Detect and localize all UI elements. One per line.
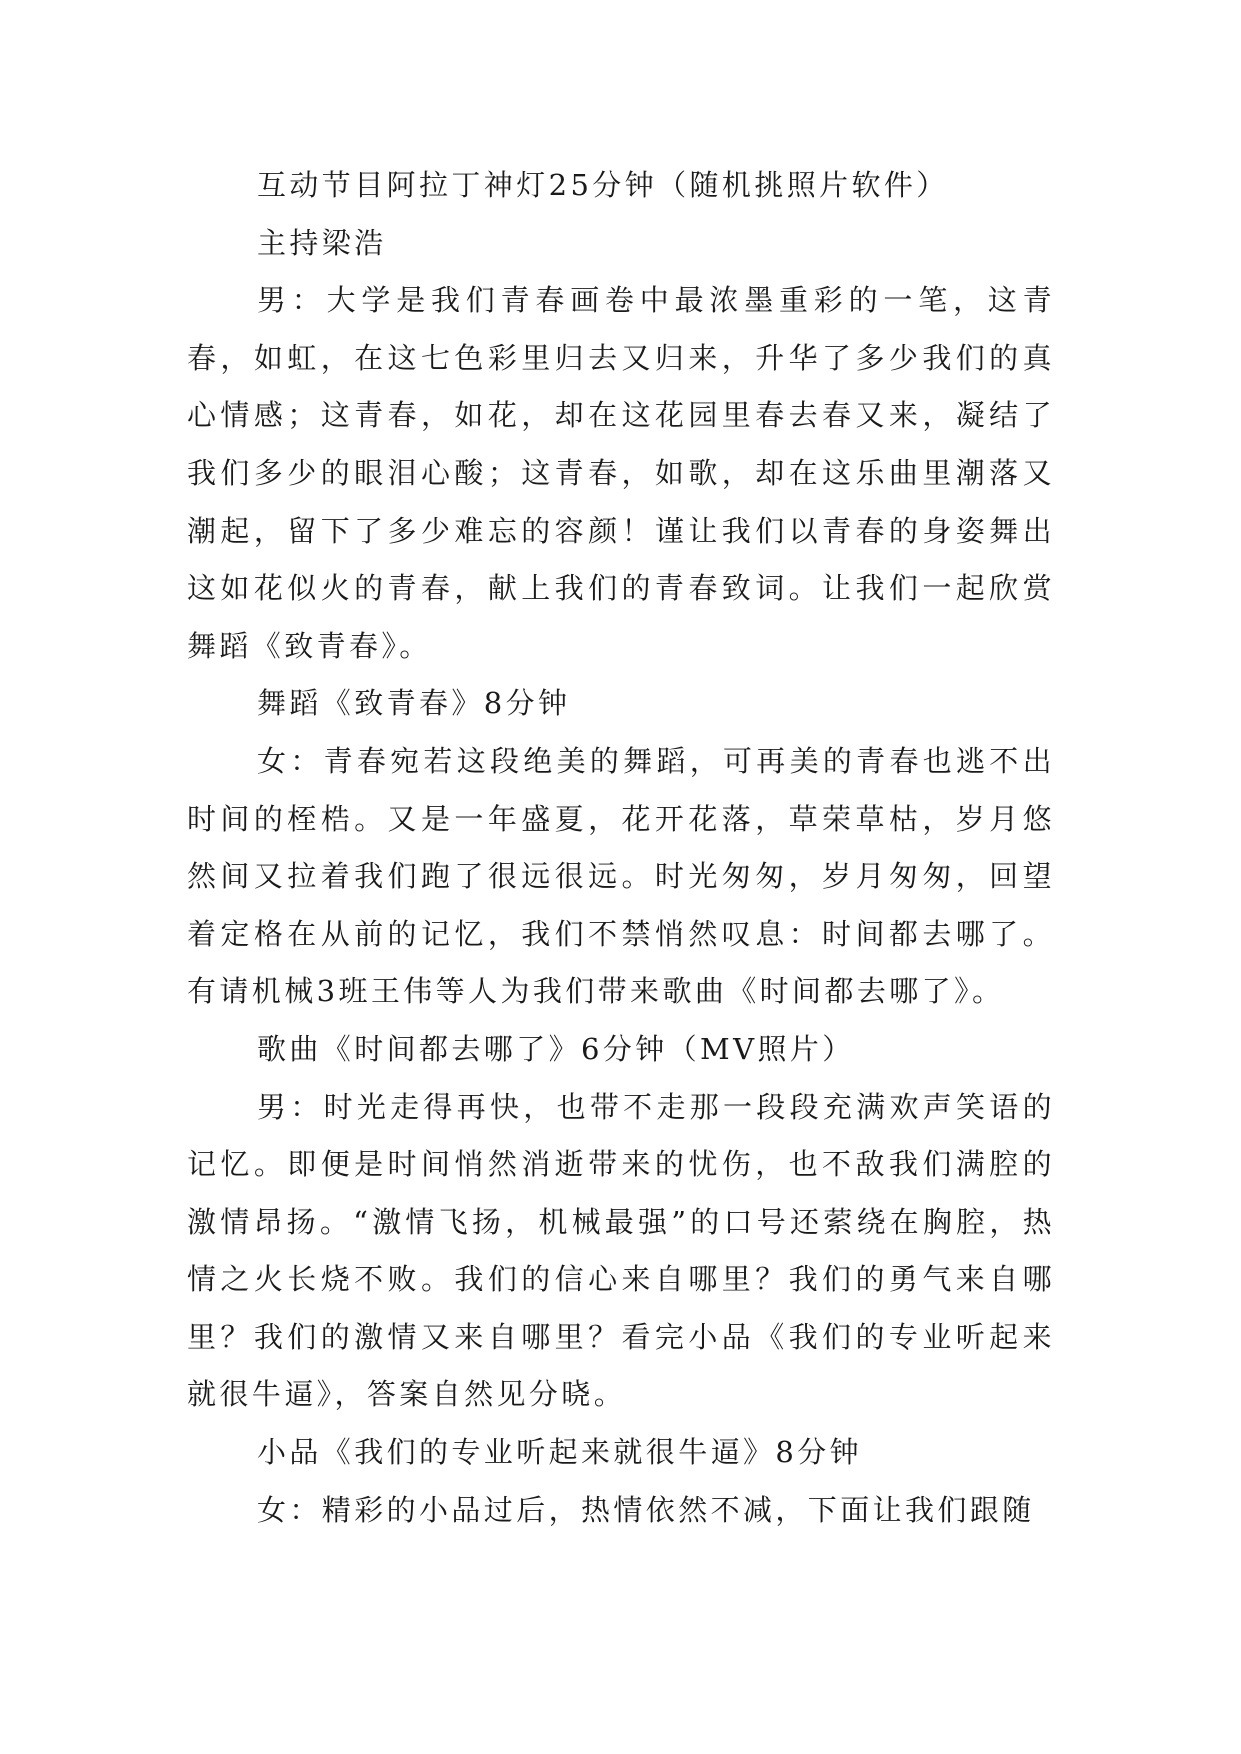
program-item-heading: 互动节目阿拉丁神灯25分钟（随机挑照片软件） [257,168,949,202]
program-item-song: 歌曲《时间都去哪了》6分钟（MV照片） [257,1031,855,1066]
female-host-script: 女：精彩的小品过后，热情依然不减，下面让我们跟随 [257,1492,1035,1527]
female-host-script: 女：青春宛若这段绝美的舞蹈，可再美的青春也逃不出时间的桎梏。又是一年盛夏，花开花落，草荣草枯，岁月悠然间又拉着我们跑了很远很远。时光匆匆，岁月匆匆，回望着定格在从前的记忆，我们不禁悄然叹息：时间都去哪了。有请机械3班王伟等人为我们带来歌曲《时间都去哪了》。 [187,743,1055,1009]
program-item-dance: 舞蹈《致青春》8分钟 [257,686,571,721]
male-host-script: 男：时光走得再快，也带不走那一段段充满欢声笑语的记忆。即便是时间悄然消逝带来的忧伤，也不敌我们满腔的激情昂扬。“激情飞扬，机械最强”的口号还萦绕在胸腔，热情之火长烧不败。我们的信心来自哪里？我们的勇气来自哪里？我们的激情又来自哪里？看完小品《我们的专业听起来就很牛逼》，答案自然见分晓。 [187,1089,1055,1412]
host-name: 主持梁浩 [257,225,387,260]
document-page [187,157,1055,1539]
male-host-script: 男：大学是我们青春画卷中最浓墨重彩的一笔，这青春，如虹，在这七色彩里归去又归来，升华了多少我们的真心情感；这青春，如花，却在这花园里春去春又来，凝结了我们多少的眼泪心酸；这青春，如歌，却在这乐曲里潮落又潮起，留下了多少难忘的容颜！谨让我们以青春的身姿舞出这如花似火的青春，献上我们的青春致词。让我们一起欣赏舞蹈《致青春》。 [187,283,1055,663]
program-item-skit: 小品《我们的专业听起来就很牛逼》8分钟 [257,1435,863,1470]
